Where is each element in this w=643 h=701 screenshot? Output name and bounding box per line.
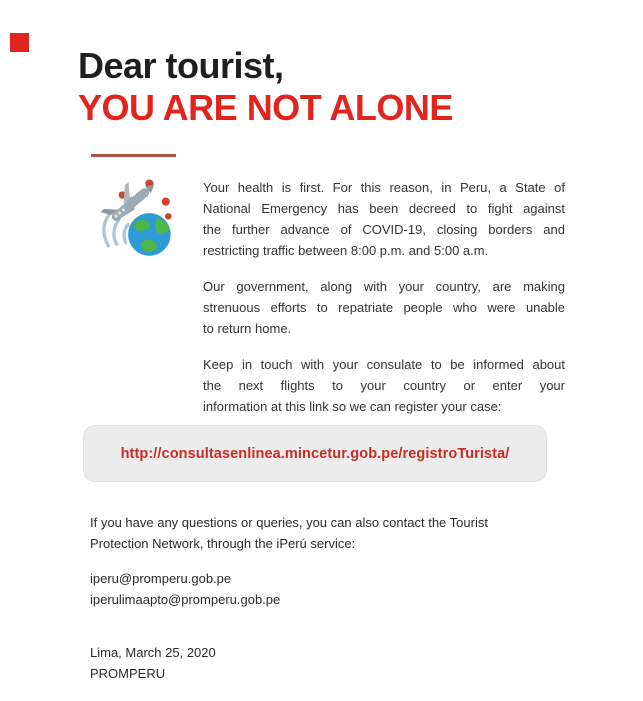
footer-date: Lima, March 25, 2020: [90, 645, 216, 660]
contact-emails: iperu@promperu.gob.pe iperulimaapto@promperu.gob.pe: [90, 571, 281, 607]
greeting-title: Dear tourist,: [78, 45, 284, 86]
red-underline-rule: [91, 154, 176, 157]
paragraph-emergency: Your health is first. For this reason, in Peru, a State of National Emergency has been decreed to fight against the further advance of COVID-19, closing borders and restricting traffic between 8:00 p.m. and 5:00 a.m.: [203, 180, 565, 258]
paragraph-consulate: Keep in touch with your consulate to be informed about the next flights to your country or enter your information at this link so we can register your case:: [203, 357, 565, 414]
promperu-red-square-mark: [10, 33, 29, 52]
footer-org: PROMPERU: [90, 666, 166, 681]
header: [78, 46, 643, 130]
footer: [90, 642, 643, 684]
content-row: [92, 177, 643, 417]
registration-link-box: [83, 425, 547, 482]
registration-link[interactable]: http://consultasenlinea.mincetur.gob.pe/registroTurista/: [120, 445, 510, 462]
paragraph-repatriation: Our government, along with your country, are making strenuous efforts to repatriate people who were unable to return home.: [203, 279, 565, 336]
headline-title: YOU ARE NOT ALONE: [78, 87, 453, 128]
contact-info: If you have any questions or queries, you can also contact the Tourist Protection Network, through the iPerú service:: [90, 515, 488, 551]
body-paragraphs: [203, 177, 565, 417]
airplane-globe-icon: [92, 177, 174, 259]
